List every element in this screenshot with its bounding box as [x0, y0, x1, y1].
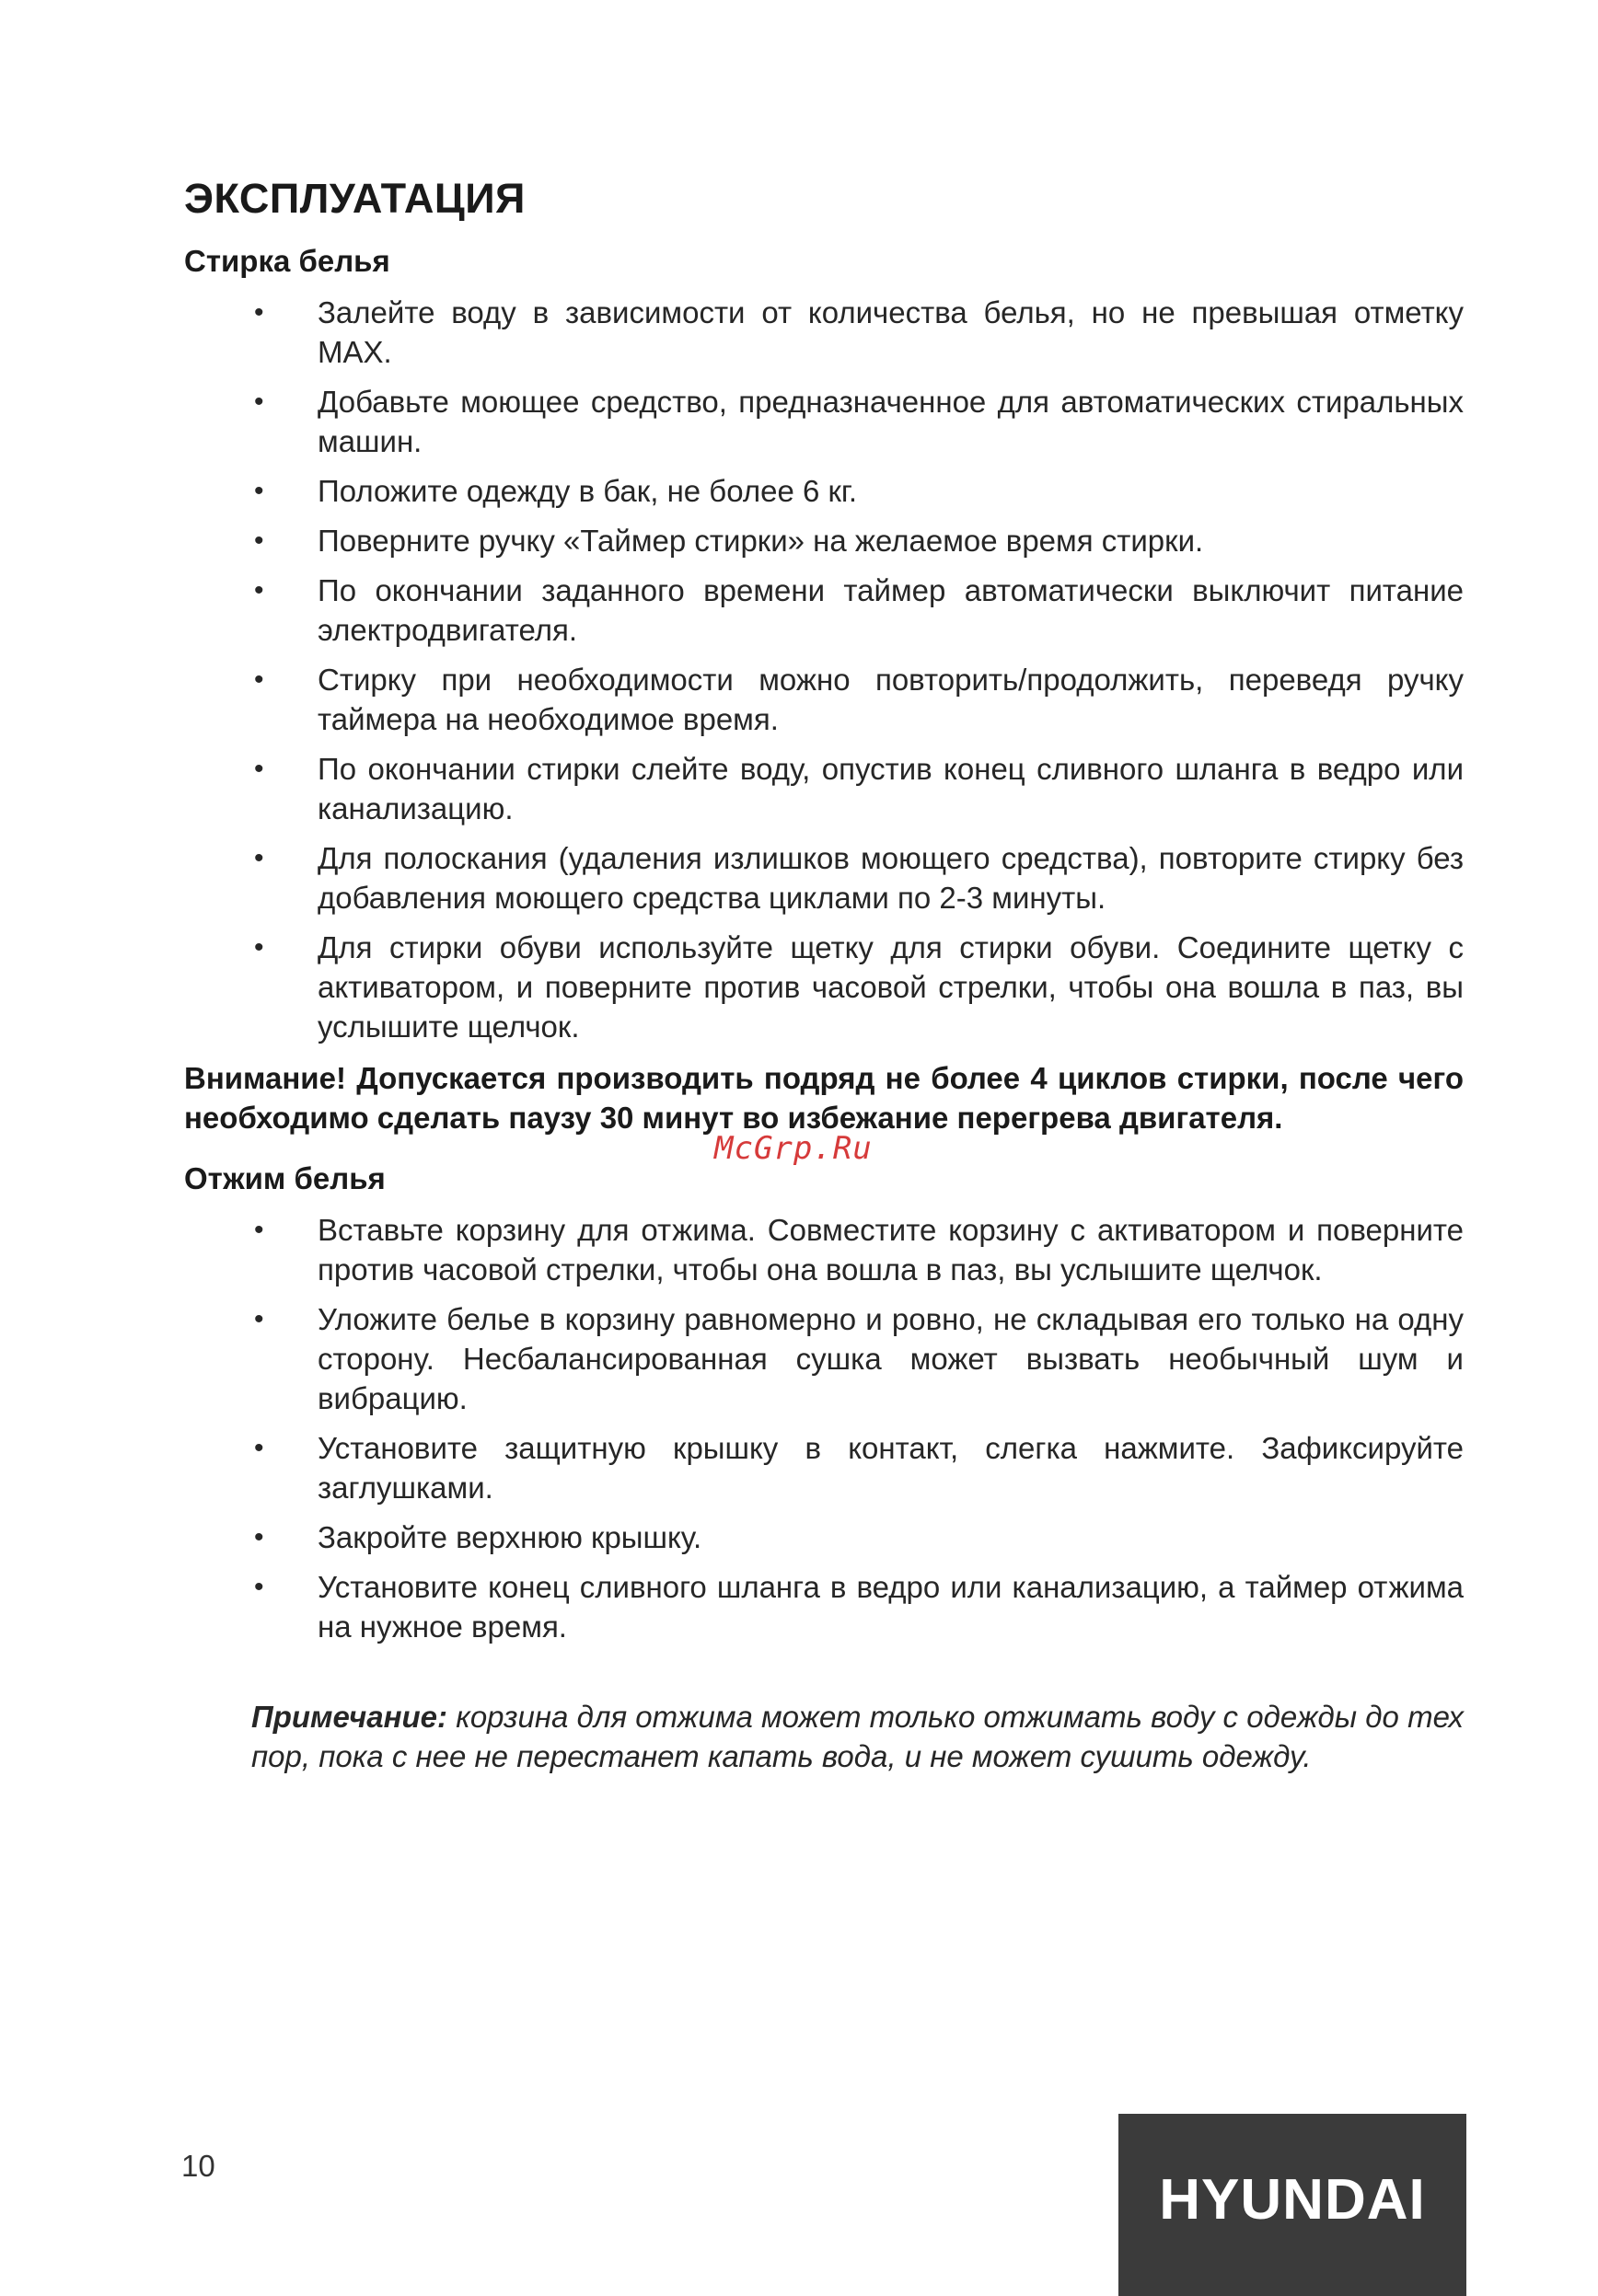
list-item-text: Положите одежду в бак, не более 6 кг.	[318, 474, 858, 508]
list-item-text: Стирку при необходимости можно повторить/продолжить, переведя ручку таймера на необходимое время.	[318, 663, 1464, 736]
list-item	[184, 293, 1464, 372]
bullet-icon: •	[254, 1572, 264, 1602]
bullet-icon: •	[254, 754, 264, 784]
spin-instructions-list	[184, 1210, 1464, 1656]
list-item	[184, 838, 1464, 917]
list-item-text: Поверните ручку «Таймер стирки» на желаемое время стирки.	[318, 524, 1204, 558]
bullet-icon: •	[254, 1522, 264, 1552]
list-item	[184, 382, 1464, 461]
brand-logo: HYUNDAI	[1159, 2168, 1426, 2232]
bullet-icon: •	[254, 664, 264, 695]
list-item-text: Для стирки обуви используйте щетку для стирки обуви. Соедините щетку с активатором, и поверните против часовой стрелки, чтобы она вошла в паз, вы услышите щелчок.	[318, 930, 1464, 1044]
bullet-icon: •	[254, 297, 264, 328]
list-item	[184, 749, 1464, 828]
note-text: корзина для отжима может только отжимать воду с одежды до тех пор, пока с нее не перестанет капать вода, и не может сушить одежду.	[251, 1700, 1464, 1773]
list-item	[184, 928, 1464, 1046]
list-item	[184, 521, 1464, 560]
list-item-text: По окончании стирки слейте воду, опустив конец сливного шланга в ведро или канализацию.	[318, 752, 1464, 825]
list-item	[184, 660, 1464, 739]
bullet-icon: •	[254, 1433, 264, 1463]
list-item-text: Установите конец сливного шланга в ведро или канализацию, а таймер отжима на нужное время.	[318, 1570, 1464, 1644]
bullet-icon: •	[254, 1215, 264, 1245]
bullet-icon: •	[254, 843, 264, 873]
bullet-icon: •	[254, 932, 264, 963]
list-item	[184, 1299, 1464, 1418]
washing-instructions-list	[184, 293, 1464, 1056]
bullet-icon: •	[254, 1304, 264, 1334]
section-heading-washing: Стирка белья	[184, 244, 390, 278]
brand-logo-box	[1118, 2114, 1466, 2296]
list-item	[184, 571, 1464, 650]
note	[251, 1697, 1464, 1776]
list-item	[184, 1517, 1464, 1557]
list-item-text: Закройте верхнюю крышку.	[318, 1520, 702, 1554]
list-item-text: Вставьте корзину для отжима. Совместите корзину с активатором и поверните против часовой стрелки, чтобы она вошла в паз, вы услышите щелчок.	[318, 1213, 1464, 1286]
list-item-text: По окончании заданного времени таймер автоматически выключит питание электродвигателя.	[318, 573, 1464, 647]
list-item-text: Для полоскания (удаления излишков моющего средства), повторите стирку без добавления моющего средства циклами по 2-3 минуты.	[318, 841, 1464, 915]
bullet-icon: •	[254, 525, 264, 556]
list-item-text: Уложите белье в корзину равномерно и ровно, не складывая его только на одну сторону. Несбалансированная сушка может вызвать необычный шум и вибрацию.	[318, 1302, 1464, 1415]
list-item	[184, 1210, 1464, 1289]
watermark: McGrp.Ru	[714, 1130, 873, 1167]
list-item-text: Залейте воду в зависимости от количества белья, но не превышая отметку MAX.	[318, 295, 1464, 369]
section-heading-spin: Отжим белья	[184, 1161, 386, 1195]
warning-text: Внимание! Допускается производить подряд не более 4 циклов стирки, после чего необходимо сделать паузу 30 минут во избежание перегрева двигателя.	[184, 1061, 1464, 1135]
bullet-icon: •	[254, 387, 264, 417]
list-item-text: Установите защитную крышку в контакт, слегка нажмите. Зафиксируйте заглушками.	[318, 1431, 1464, 1505]
page-number: 10	[181, 2149, 215, 2183]
note-label: Примечание:	[251, 1700, 448, 1734]
list-item	[184, 471, 1464, 511]
bullet-icon: •	[254, 575, 264, 606]
list-item	[184, 1428, 1464, 1507]
bullet-icon: •	[254, 476, 264, 506]
list-item-text: Добавьте моющее средство, предназначенное для автоматических стиральных машин.	[318, 385, 1464, 458]
page-title: ЭКСПЛУАТАЦИЯ	[184, 175, 526, 222]
list-item	[184, 1567, 1464, 1646]
